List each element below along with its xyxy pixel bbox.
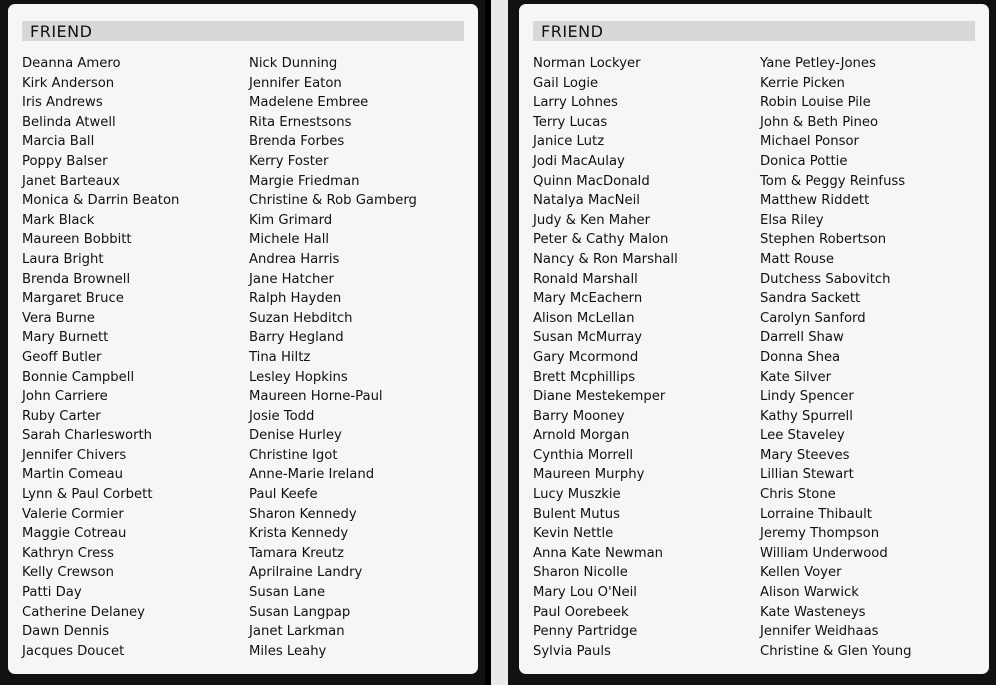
name-entry: Tina Hiltz (249, 349, 311, 365)
name-entry: Michele Hall (249, 232, 330, 248)
name-entry: Elsa Riley (760, 212, 824, 228)
name-entry: Carolyn Sanford (760, 310, 866, 326)
name-entry: Jennifer Chivers (22, 447, 127, 463)
name-entry: Darrell Shaw (760, 330, 844, 346)
name-entry: Gail Logie (533, 75, 599, 91)
name-entry: Christine & Rob Gamberg (249, 193, 417, 209)
name-entry: Iris Andrews (22, 95, 103, 111)
name-entry: Michael Ponsor (760, 134, 859, 150)
name-entry: Kim Grimard (249, 212, 333, 228)
name-entry: Susan McMurray (533, 330, 643, 346)
name-column-1 (533, 54, 678, 661)
name-entry: William Underwood (760, 545, 888, 561)
name-entry: Terry Lucas (533, 114, 608, 130)
name-entry: Miles Leahy (249, 643, 327, 659)
name-column-1 (22, 54, 179, 661)
name-entry: Rita Ernestsons (249, 114, 352, 130)
name-entry: Kate Wasteneys (760, 604, 866, 620)
name-entry: Sharon Nicolle (533, 565, 628, 581)
name-entry: Mary McEachern (533, 291, 643, 307)
name-entry: Barry Mooney (533, 408, 625, 424)
name-entry: Robin Louise Pile (760, 95, 871, 111)
name-entry: Lynn & Paul Corbett (22, 487, 153, 503)
name-entry: Susan Langpap (249, 604, 351, 620)
name-entry: Kerrie Picken (760, 75, 845, 91)
name-entry: Sandra Sackett (760, 291, 861, 307)
name-entry: Kevin Nettle (533, 526, 614, 542)
name-entry: Bulent Mutus (533, 506, 621, 522)
name-entry: Brett Mcphillips (533, 369, 636, 385)
name-entry: Mark Black (22, 212, 95, 228)
name-entry: Geoff Butler (22, 349, 102, 365)
name-entry: Jane Hatcher (249, 271, 334, 287)
name-entry: Arnold Morgan (533, 428, 630, 444)
name-entry: Brenda Forbes (249, 134, 345, 150)
name-entry: Paul Keefe (249, 487, 318, 503)
name-entry: Larry Lohnes (533, 95, 618, 111)
name-entry: Alison McLellan (533, 310, 635, 326)
name-entry: Lorraine Thibault (760, 506, 872, 522)
name-entry: Monica & Darrin Beaton (22, 193, 180, 209)
name-entry: Tom & Peggy Reinfuss (760, 173, 906, 189)
section-header: FRIEND (533, 21, 975, 41)
name-entry: Matt Rouse (760, 251, 834, 267)
page-right (519, 4, 989, 674)
name-entry: John & Beth Pineo (760, 114, 879, 130)
name-entry: Aprilraine Landry (249, 565, 363, 581)
name-entry: Margie Friedman (249, 173, 360, 189)
name-entry: Judy & Ken Maher (533, 212, 651, 228)
name-entry: Gary Mcormond (533, 349, 639, 365)
name-entry: Bonnie Campbell (22, 369, 135, 385)
page-left (8, 4, 478, 674)
name-entry: Mary Burnett (22, 330, 109, 346)
name-entry: Maureen Murphy (533, 467, 645, 483)
name-entry: Jennifer Weidhaas (760, 624, 879, 640)
name-entry: Kellen Voyer (760, 565, 842, 581)
name-entry: Alison Warwick (760, 585, 859, 601)
name-entry: Brenda Brownell (22, 271, 131, 287)
name-entry: Cynthia Morrell (533, 447, 634, 463)
name-entry: Mary Lou O'Neil (533, 585, 637, 601)
name-entry: Nancy & Ron Marshall (533, 251, 678, 267)
name-entry: Janet Barteaux (22, 173, 120, 189)
name-entry: Jacques Doucet (22, 643, 125, 659)
name-entry: Patti Day (22, 585, 82, 601)
name-entry: Barry Hegland (249, 330, 344, 346)
name-entry: Dawn Dennis (22, 624, 110, 640)
name-entry: Jennifer Eaton (249, 75, 342, 91)
name-entry: Janice Lutz (533, 134, 605, 150)
name-entry: Kathy Spurrell (760, 408, 853, 424)
name-entry: Quinn MacDonald (533, 173, 650, 189)
name-entry: Ruby Carter (22, 408, 101, 424)
name-entry: Kate Silver (760, 369, 832, 385)
name-entry: Lesley Hopkins (249, 369, 348, 385)
name-entry: Nick Dunning (249, 56, 338, 71)
name-entry: Christine Igot (249, 447, 338, 463)
name-entry: Marcia Ball (22, 134, 95, 150)
name-entry: Peter & Cathy Malon (533, 232, 669, 248)
name-entry: Maureen Bobbitt (22, 232, 132, 248)
name-entry: Suzan Hebditch (249, 310, 353, 326)
name-entry: Valerie Cormier (22, 506, 124, 522)
name-entry: Kathryn Cress (22, 545, 114, 561)
name-entry: Sharon Kennedy (249, 506, 357, 522)
name-entry: Diane Mestekemper (533, 389, 666, 405)
name-entry: Madelene Embree (249, 95, 369, 111)
name-entry: Susan Lane (249, 585, 326, 601)
name-entry: Deanna Amero (22, 56, 121, 71)
name-entry: Denise Hurley (249, 428, 342, 444)
name-entry: Penny Partridge (533, 624, 638, 640)
name-entry: Sarah Charlesworth (22, 428, 153, 444)
name-column-2 (760, 54, 912, 661)
page-divider (485, 0, 491, 685)
name-entry: Maureen Horne-Paul (249, 389, 383, 405)
name-entry: Martin Comeau (22, 467, 123, 483)
name-entry: Jodi MacAulay (533, 153, 625, 169)
name-entry: Ralph Hayden (249, 291, 342, 307)
name-entry: Kirk Anderson (22, 75, 115, 91)
name-entry: Krista Kennedy (249, 526, 349, 542)
name-entry: Margaret Bruce (22, 291, 124, 307)
name-entry: Donna Shea (760, 349, 841, 365)
name-entry: Lucy Muszkie (533, 487, 621, 503)
name-entry: Norman Lockyer (533, 56, 641, 71)
name-entry: Chris Stone (760, 487, 836, 503)
name-entry: Lillian Stewart (760, 467, 854, 483)
name-entry: Ronald Marshall (533, 271, 638, 287)
name-entry: Maggie Cotreau (22, 526, 127, 542)
name-entry: Yane Petley-Jones (760, 56, 876, 71)
name-entry: Lindy Spencer (760, 389, 854, 405)
name-entry: Anne-Marie Ireland (249, 467, 375, 483)
name-entry: Tamara Kreutz (249, 545, 344, 561)
section-header: FRIEND (22, 21, 464, 41)
name-entry: Kerry Foster (249, 153, 329, 169)
name-entry: Christine & Glen Young (760, 643, 912, 659)
name-entry: Mary Steeves (760, 447, 850, 463)
name-entry: Poppy Balser (22, 153, 108, 169)
name-entry: Paul Oorebeek (533, 604, 629, 620)
name-entry: Kelly Crewson (22, 565, 114, 581)
name-entry: Andrea Harris (249, 251, 340, 267)
name-entry: Belinda Atwell (22, 114, 116, 130)
name-entry: Laura Bright (22, 251, 104, 267)
name-column-2 (249, 54, 417, 661)
name-entry: Stephen Robertson (760, 232, 887, 248)
name-entry: Dutchess Sabovitch (760, 271, 891, 287)
name-entry: John Carriere (22, 389, 108, 405)
name-entry: Catherine Delaney (22, 604, 145, 620)
name-entry: Vera Burne (22, 310, 95, 326)
name-entry: Matthew Riddett (760, 193, 870, 209)
name-entry: Lee Staveley (760, 428, 845, 444)
name-entry: Janet Larkman (249, 624, 345, 640)
name-entry: Jeremy Thompson (760, 526, 880, 542)
name-entry: Natalya MacNeil (533, 193, 640, 209)
name-entry: Anna Kate Newman (533, 545, 664, 561)
name-entry: Sylvia Pauls (533, 643, 611, 659)
name-entry: Donica Pottie (760, 153, 848, 169)
name-entry: Josie Todd (249, 408, 315, 424)
